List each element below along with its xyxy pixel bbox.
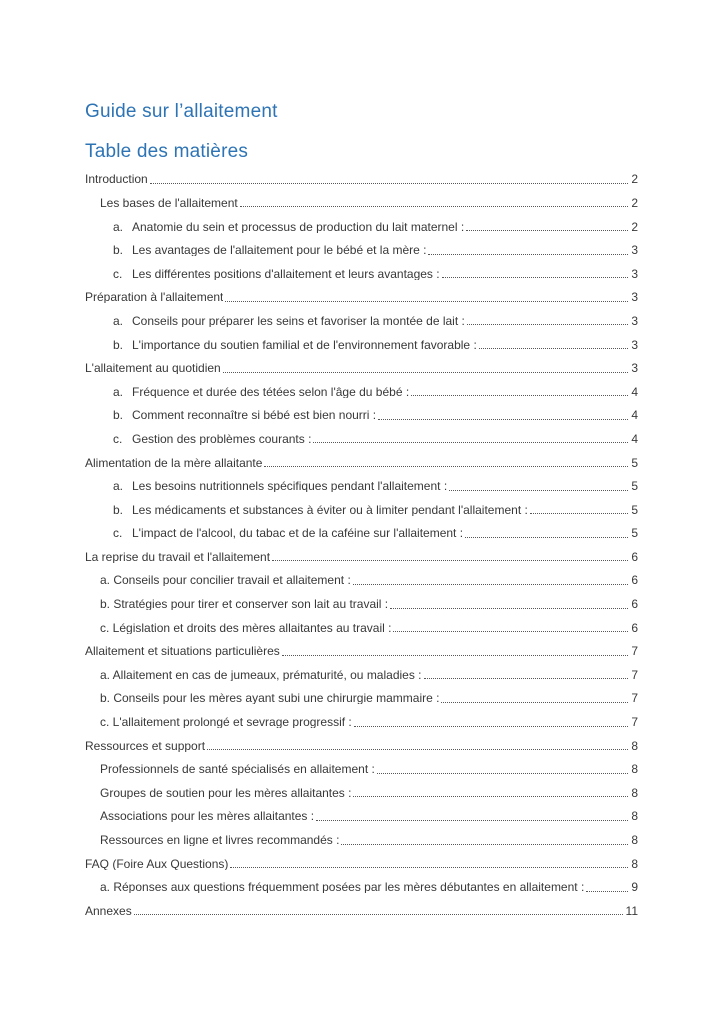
- toc-entry-page: 6: [631, 549, 638, 564]
- toc-leader-dots: [428, 246, 628, 255]
- toc-entry[interactable]: [85, 639, 638, 663]
- toc-leader-dots: [134, 906, 623, 915]
- toc-entry[interactable]: [85, 168, 638, 192]
- toc-leader-dots: [441, 694, 628, 703]
- toc-entry-page: 6: [631, 620, 638, 635]
- toc-heading: Table des matières: [85, 140, 249, 162]
- toc-entry-page: 11: [625, 903, 638, 918]
- toc-entry-label: Les médicaments et substances à éviter ou à limiter pendant l'allaitement :: [132, 503, 528, 516]
- toc-entry[interactable]: [85, 545, 638, 569]
- toc-entry[interactable]: [85, 852, 638, 876]
- toc-entry-label: Comment reconnaître si bébé est bien nourri :: [132, 409, 377, 422]
- toc-entry[interactable]: [85, 569, 638, 593]
- toc-entry-label: Ressources en ligne et livres recommandés :: [100, 834, 340, 847]
- toc-entry-label: a. Réponses aux questions fréquemment posées par les mères débutantes en allaitement :: [100, 881, 585, 894]
- toc-entry-label: L'allaitement au quotidien: [85, 362, 221, 375]
- toc-entry[interactable]: [85, 828, 638, 852]
- toc-entry-label: Groupes de soutien pour les mères allaitantes :: [100, 786, 352, 799]
- toc-entry[interactable]: [85, 262, 638, 286]
- toc-entry-page: 7: [631, 644, 638, 659]
- toc-entry[interactable]: [85, 687, 638, 711]
- toc-entry-page: 7: [631, 691, 638, 706]
- toc-entry-label: FAQ (Foire Aux Questions): [85, 857, 229, 870]
- toc-entry[interactable]: [85, 805, 638, 829]
- toc-entry-page: 3: [631, 266, 638, 281]
- toc-entry-page: 2: [631, 219, 638, 234]
- toc-entry-page: 7: [631, 715, 638, 730]
- toc-entry-letter: b.: [113, 408, 124, 423]
- toc-entry[interactable]: [85, 404, 638, 428]
- toc-entry-label: La reprise du travail et l'allaitement: [85, 550, 271, 563]
- toc-entry-page: 8: [631, 762, 638, 777]
- toc-entry-label: Associations pour les mères allaitantes :: [100, 810, 315, 823]
- toc-entry[interactable]: [85, 191, 638, 215]
- toc-entry[interactable]: [85, 309, 638, 333]
- toc-entry-page: 8: [631, 785, 638, 800]
- toc-entry-label: Introduction: [85, 173, 148, 186]
- toc-entry-label: c. L'allaitement prolongé et sevrage progressif :: [100, 716, 352, 729]
- toc-entry-label: Ressources et support: [85, 739, 206, 752]
- toc-entry[interactable]: [85, 616, 638, 640]
- toc-entry-page: 8: [631, 738, 638, 753]
- toc-leader-dots: [313, 434, 628, 443]
- toc-entry[interactable]: [85, 498, 638, 522]
- toc-leader-dots: [230, 859, 628, 868]
- toc-entry[interactable]: [85, 238, 638, 262]
- toc-entry-page: 5: [631, 526, 638, 541]
- toc-entry-page: 2: [631, 195, 638, 210]
- toc-entry-label: c. Législation et droits des mères allaitantes au travail :: [100, 621, 392, 634]
- toc-entry[interactable]: [85, 592, 638, 616]
- toc-entry[interactable]: [85, 757, 638, 781]
- toc-entry-label: Alimentation de la mère allaitante: [85, 456, 263, 469]
- toc-entry-label: Allaitement et situations particulières: [85, 645, 280, 658]
- toc-entry-page: 4: [631, 408, 638, 423]
- toc-entry-label: Professionnels de santé spécialisés en allaitement :: [100, 763, 375, 776]
- toc-entry-label: Anatomie du sein et processus de production du lait maternel :: [132, 220, 465, 233]
- toc-leader-dots: [442, 269, 629, 278]
- toc-entry-letter: b.: [113, 337, 124, 352]
- toc-leader-dots: [424, 670, 629, 679]
- toc-entry-page: 8: [631, 856, 638, 871]
- toc-entry-label: b. Stratégies pour tirer et conserver son lait au travail :: [100, 598, 389, 611]
- toc-leader-dots: [240, 198, 629, 207]
- toc-entry-label: Gestion des problèmes courants :: [132, 432, 312, 445]
- toc-entry-letter: c.: [113, 266, 123, 281]
- toc-leader-dots: [353, 788, 628, 797]
- toc-entry-page: 3: [631, 243, 638, 258]
- toc-list: [85, 168, 638, 923]
- toc-entry[interactable]: [85, 451, 638, 475]
- toc-leader-dots: [225, 293, 628, 302]
- toc-entry-label: a. Conseils pour concilier travail et allaitement :: [100, 574, 351, 587]
- toc-leader-dots: [264, 458, 628, 467]
- toc-entry-page: 2: [631, 172, 638, 187]
- toc-leader-dots: [467, 316, 628, 325]
- toc-entry[interactable]: [85, 781, 638, 805]
- toc-entry-page: 6: [631, 597, 638, 612]
- toc-entry[interactable]: [85, 333, 638, 357]
- toc-entry-page: 8: [631, 809, 638, 824]
- toc-entry[interactable]: [85, 522, 638, 546]
- toc-entry-page: 6: [631, 573, 638, 588]
- toc-leader-dots: [341, 836, 628, 845]
- toc-leader-dots: [411, 387, 628, 396]
- toc-entry[interactable]: [85, 380, 638, 404]
- toc-leader-dots: [465, 529, 628, 538]
- toc-entry-letter: a.: [113, 479, 124, 494]
- toc-leader-dots: [393, 623, 628, 632]
- toc-leader-dots: [449, 482, 628, 491]
- toc-entry-letter: b.: [113, 502, 124, 517]
- toc-leader-dots: [378, 411, 628, 420]
- toc-entry[interactable]: [85, 710, 638, 734]
- toc-entry-label: Les avantages de l'allaitement pour le bébé et la mère :: [132, 244, 427, 257]
- toc-entry-label: Les différentes positions d'allaitement et leurs avantages :: [132, 267, 440, 280]
- toc-entry-page: 5: [631, 502, 638, 517]
- toc-leader-dots: [150, 175, 629, 184]
- toc-entry-label: L'importance du soutien familial et de l'environnement favorable :: [132, 338, 477, 351]
- toc-leader-dots: [207, 741, 628, 750]
- toc-entry[interactable]: [85, 356, 638, 380]
- toc-entry-page: 3: [631, 361, 638, 376]
- toc-entry-page: 3: [631, 337, 638, 352]
- toc-entry-letter: c.: [113, 526, 123, 541]
- toc-entry-page: 5: [631, 455, 638, 470]
- toc-leader-dots: [316, 812, 628, 821]
- toc-entry-page: 3: [631, 290, 638, 305]
- toc-entry-page: 8: [631, 833, 638, 848]
- toc-entry-label: b. Conseils pour les mères ayant subi une chirurgie mammaire :: [100, 692, 440, 705]
- toc-entry[interactable]: [85, 427, 638, 451]
- toc-entry-label: Les besoins nutritionnels spécifiques pendant l'allaitement :: [132, 480, 448, 493]
- toc-entry-label: L'impact de l'alcool, du tabac et de la caféine sur l'allaitement :: [132, 527, 464, 540]
- toc-entry-letter: c.: [113, 431, 123, 446]
- toc-entry-page: 5: [631, 479, 638, 494]
- toc-entry-page: 4: [631, 431, 638, 446]
- toc-leader-dots: [479, 340, 629, 349]
- toc-entry-page: 9: [631, 880, 638, 895]
- toc-entry[interactable]: [85, 286, 638, 310]
- toc-entry[interactable]: [85, 734, 638, 758]
- toc-leader-dots: [377, 765, 628, 774]
- toc-leader-dots: [353, 576, 629, 585]
- toc-entry[interactable]: [85, 215, 638, 239]
- toc-leader-dots: [354, 718, 629, 727]
- toc-entry-page: 7: [631, 667, 638, 682]
- toc-entry-label: Les bases de l'allaitement: [100, 196, 238, 209]
- document-title: Guide sur l’allaitement: [85, 101, 278, 122]
- toc-leader-dots: [390, 600, 628, 609]
- toc-leader-dots: [223, 364, 629, 373]
- toc-entry-page: 4: [631, 384, 638, 399]
- toc-entry[interactable]: [85, 875, 638, 899]
- toc-entry-page: 3: [631, 313, 638, 328]
- toc-leader-dots: [272, 552, 628, 561]
- toc-entry-label: Fréquence et durée des tétées selon l'âge du bébé :: [132, 385, 410, 398]
- toc-entry-letter: a.: [113, 384, 124, 399]
- toc-entry[interactable]: [85, 663, 638, 687]
- toc-leader-dots: [530, 505, 628, 514]
- toc-entry[interactable]: [85, 899, 638, 923]
- toc-entry-label: a. Allaitement en cas de jumeaux, prématurité, ou maladies :: [100, 668, 422, 681]
- toc-leader-dots: [282, 647, 629, 656]
- toc-entry-letter: a.: [113, 219, 124, 234]
- toc-entry-letter: b.: [113, 243, 124, 258]
- toc-entry-label: Conseils pour préparer les seins et favoriser la montée de lait :: [132, 314, 465, 327]
- toc-entry-label: Préparation à l'allaitement: [85, 291, 224, 304]
- toc-entry-letter: a.: [113, 313, 124, 328]
- toc-entry[interactable]: [85, 474, 638, 498]
- toc-leader-dots: [466, 222, 628, 231]
- toc-leader-dots: [586, 883, 628, 892]
- toc-entry-label: Annexes: [85, 904, 132, 917]
